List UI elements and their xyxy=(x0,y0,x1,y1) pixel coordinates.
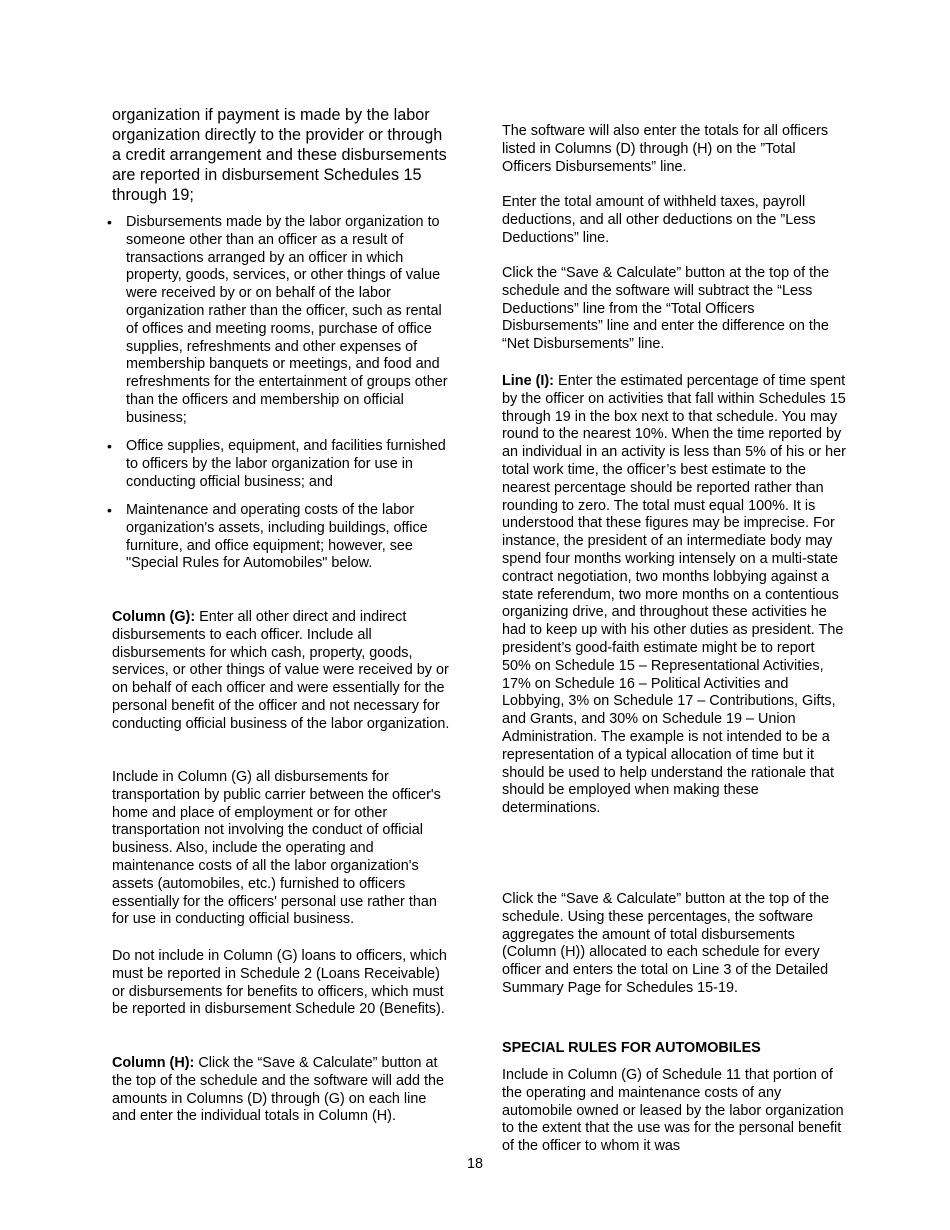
line-i-paragraph xyxy=(502,373,847,818)
line-i-text: Enter the estimated percentage of time spent by the officer on activities that fall within Schedules 15 through 19 in the box next to that schedule. You may round to the nearest 10%. When the time reported by an individual in an activity is less than 5% of his or her total work time, the officer’s best estimate to the nearest percentage should be reported rather than rounding to zero. The total must equal 100%. It is understood that these figures may be imprecise. For instance, the president of an intermediate body may spend four months working intensely on a multi-state contract negotiation, two months lobbying against a state referendum, two more months on a contentious organizing drive, and throughout these activities he had to keep up with his other duties as president. The president’s good-faith estimate might be to report 50% on Schedule 15 – Representational Activities, 17% on Schedule 16 – Political Activities and Lobbying, 3% on Schedule 17 – Contributions, Gifts, and Grants, and 30% on Schedule 19 – Union Administration. The example is not intended to be a representation of a typical allocation of time but it should be used to help understand the rationale that should be employed when making these determinations. xyxy=(502,373,846,817)
save-calculate-paragraph-2: Click the “Save & Calculate” button at the top of the schedule. Using these percentages, the software aggregates the amount of total disbursements (Column (H)) allocated to each schedule for every officer and enters the total on Line 3 of the Detailed Summary Page for Schedules 15-19. xyxy=(502,891,830,996)
column-h-text: Click the “Save & Calculate” button at the top of the schedule and the software will add the amounts in Columns (D) through (G) on each line and enter the individual totals in Column (H). xyxy=(112,1055,445,1125)
bullet-icon: • xyxy=(107,438,112,454)
page-number: 18 xyxy=(466,1156,483,1172)
line-i-label: Line (I): xyxy=(502,373,554,389)
do-not-include-paragraph: Do not include in Column (G) loans to officers, which must be reported in Schedule 2 (Loans Receivable) or disbursements for benefits to officers, which must be reported in disbursement Schedule 20 (Benefits). xyxy=(112,948,447,1018)
column-h-paragraph xyxy=(112,1055,452,1126)
bullet-icon: • xyxy=(107,214,112,230)
continuation-paragraph: organization if payment is made by the labor organization directly to the provider or through a credit arrangement and these disbursements are reported in disbursement Schedules 15 through 19; xyxy=(112,106,447,204)
list-item: Disbursements made by the labor organization to someone other than an officer as a result of transactions arranged by an officer in which property, goods, services, or other things of value were received by or on behalf of the labor organization rather than the officer, such as rental of offices and meeting rooms, purchase of office supplies, refreshments and other expenses of membership banquets or meetings, and food and refreshments for the entertainment of groups other than the officers and membership on official business; xyxy=(126,214,448,426)
section-heading: SPECIAL RULES FOR AUTOMOBILES xyxy=(502,1040,761,1056)
automobiles-paragraph: Include in Column (G) of Schedule 11 that portion of the operating and maintenance costs of any automobile owned or leased by the labor organization to the extent that the use was for the personal benefit of the officer to whom it was xyxy=(502,1067,844,1155)
column-g-label: Column (G): xyxy=(112,609,196,625)
include-paragraph: Include in Column (G) all disbursements for transportation by public carrier between the officer's home and place of employment or for other transportation not involving the conduct of official business. Also, include the operating and maintenance costs of all the labor organization's assets (automobiles, etc.) furnished to officers essentially for the officers' personal use rather than for use in conducting official business. xyxy=(112,769,441,928)
column-g-text: Enter all other direct and indirect disbursements to each officer. Include all disbursements for which cash, property, goods, services, or other things of value were received by or on behalf of each officer and were essentially for the personal benefit of the officer and not necessary for conducting official business of the labor organization. xyxy=(112,609,450,732)
save-calculate-paragraph: Click the “Save & Calculate” button at the top of the schedule and the software will subtract the “Less Deductions” line from the “Total Officers Disbursements” line and enter the difference on the “Net Disbursements” line. xyxy=(502,265,830,353)
list-item: Office supplies, equipment, and facilities furnished to officers by the labor organization for use in conducting official business; and xyxy=(126,438,446,490)
list-item: Maintenance and operating costs of the labor organization's assets, including buildings, office furniture, and office equipment; however, see "Special Rules for Automobiles" below. xyxy=(126,502,428,572)
column-h-label: Column (H): xyxy=(112,1055,195,1071)
totals-paragraph: The software will also enter the totals for all officers listed in Columns (D) through (H) on the ”Total Officers Disbursements” line. xyxy=(502,123,829,175)
withheld-paragraph: Enter the total amount of withheld taxes, payroll deductions, and all other deductions on the ”Less Deductions” line. xyxy=(502,194,816,246)
column-g-paragraph xyxy=(112,609,452,734)
bullet-icon: • xyxy=(107,502,112,518)
